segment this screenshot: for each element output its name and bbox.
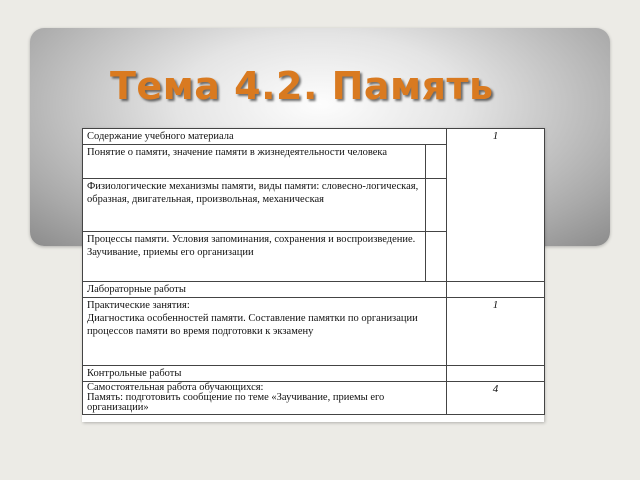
curriculum-table-sheet	[82, 128, 544, 422]
content-header-cell: Содержание учебного материала	[83, 129, 447, 145]
selfwork-label: Самостоятельная работа обучающихся:	[87, 382, 264, 393]
selfwork-cell	[83, 382, 447, 415]
selfwork-text: Память: подготовить сообщение по теме «Заучивание, приемы его организации»	[87, 392, 385, 413]
practice-label: Практические занятия:	[87, 300, 190, 311]
topic-line: Заучивание, приемы его организации	[87, 247, 254, 258]
practice-text: Диагностика особенностей памяти. Составление памятки по организации процессов памяти во время подготовки к экзамену	[87, 313, 418, 337]
selfwork-hours-cell: 4	[447, 382, 545, 415]
lab-hours-cell	[447, 282, 545, 298]
topic-line: Процессы памяти. Условия запоминания, сохранения и воспроизведение.	[87, 234, 416, 245]
curriculum-table	[82, 128, 545, 415]
slide-title: Тема 4.2. Память	[110, 64, 494, 108]
topic-cell: Понятие о памяти, значение памяти в жизнедеятельности человека	[83, 145, 426, 179]
control-cell: Контрольные работы	[83, 366, 447, 382]
practice-hours-cell: 1	[447, 298, 545, 366]
lab-cell: Лабораторные работы	[83, 282, 447, 298]
practice-cell	[83, 298, 447, 366]
topic-mark-cell	[426, 145, 447, 179]
topic-cell: Физиологические механизмы памяти, виды памяти: словесно-логическая, образная, двигательная, произвольная, механическая	[83, 179, 426, 232]
control-hours-cell	[447, 366, 545, 382]
topic-mark-cell	[426, 232, 447, 282]
topic-mark-cell	[426, 179, 447, 232]
topic-cell	[83, 232, 426, 282]
content-hours-cell: 1	[447, 129, 545, 282]
